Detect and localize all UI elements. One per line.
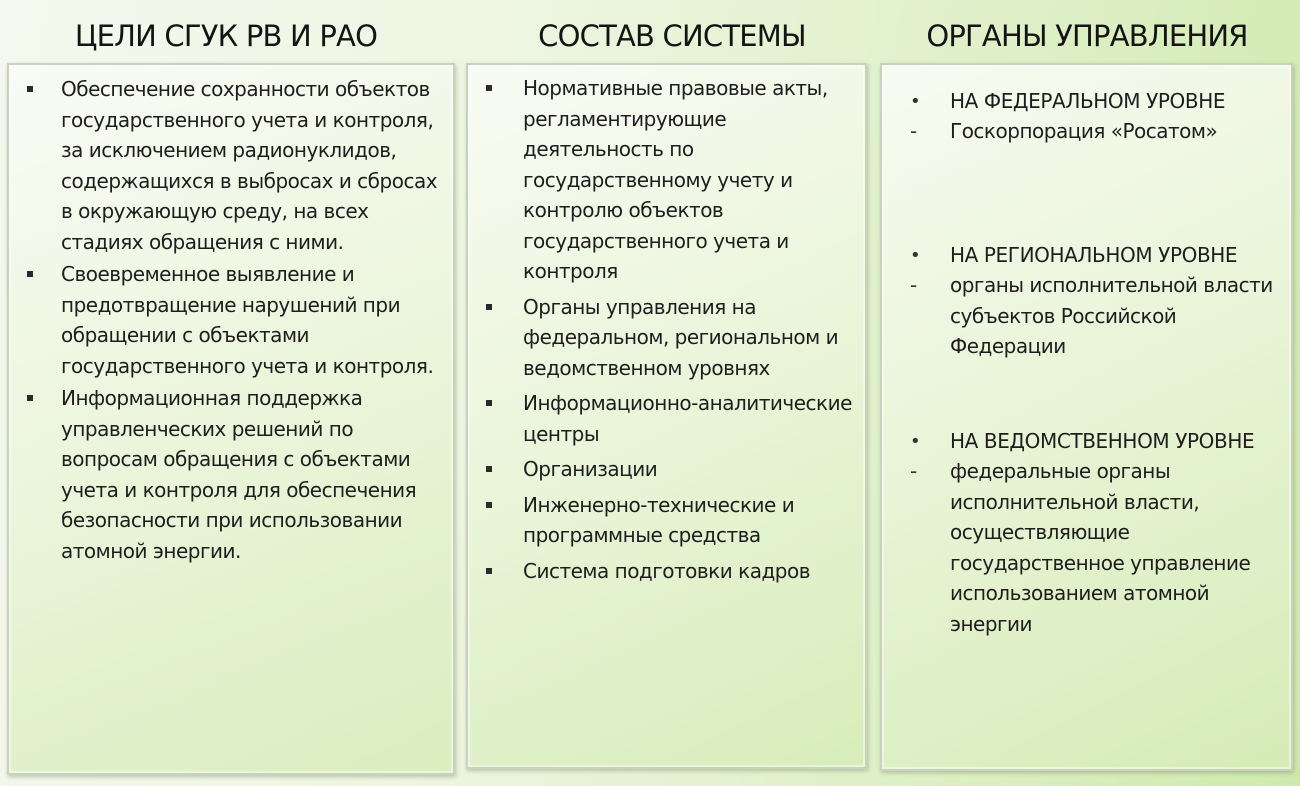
dash-bullet-icon: - (910, 459, 918, 483)
governance-level-federal (882, 87, 1291, 147)
dash-bullet-icon: - (910, 273, 918, 297)
goals-list (9, 74, 453, 566)
square-bullet-icon (486, 502, 492, 508)
square-bullet-icon (486, 304, 492, 310)
square-bullet-icon (27, 395, 33, 401)
level-heading: НА ВЕДОМСТВЕННОМ УРОВНЕ (950, 429, 1255, 453)
composition-text: Информационно-аналитические центры (523, 391, 852, 446)
composition-title: СОСТАВ СИСТЕМЫ (538, 19, 806, 53)
dot-bullet-icon: • (910, 431, 921, 452)
level-heading: НА РЕГИОНАЛЬНОМ УРОВНЕ (950, 243, 1238, 267)
dash-bullet-icon: - (910, 119, 918, 143)
square-bullet-icon (486, 466, 492, 472)
composition-text: Инженерно-технические и программные средства (523, 492, 795, 547)
composition-item (468, 388, 865, 449)
square-bullet-icon (486, 400, 492, 406)
level-detail: федеральные органы исполнительной власти, осуществляющие государственное управление использованием атомной энергии (950, 459, 1251, 636)
governance-level-departmental (882, 427, 1291, 639)
composition-item (468, 454, 865, 485)
goal-item (9, 259, 453, 381)
goal-item (9, 383, 453, 566)
governance-title: ОРГАНЫ УПРАВЛЕНИЯ (926, 19, 1248, 53)
composition-item (468, 292, 865, 384)
level-heading: НА ФЕДЕРАЛЬНОМ УРОВНЕ (950, 89, 1226, 113)
level-detail: органы исполнительной власти субъектов Российской Федерации (950, 273, 1273, 358)
dot-bullet-icon: • (910, 245, 921, 266)
governance-level-regional (882, 241, 1291, 362)
composition-text: Организации (523, 457, 658, 481)
square-bullet-icon (27, 271, 33, 277)
composition-list (468, 73, 865, 586)
composition-text: Органы управления на федеральном, региональном и ведомственном уровнях (523, 294, 839, 380)
goal-item (9, 74, 453, 257)
composition-item (468, 73, 865, 287)
goal-text: Обеспечение сохранности объектов государственного учета и контроля, за исключением радионуклидов, содержащихся в выбросах и сбросах в окружающую среду, на всех стадиях обращения с ними. (61, 77, 438, 254)
composition-item (468, 490, 865, 551)
square-bullet-icon (486, 85, 492, 91)
goal-text: Своевременное выявление и предотвращение нарушений при обращении с объектами государственного учета и контроля. (61, 262, 434, 378)
governance-panel (880, 63, 1293, 771)
square-bullet-icon (27, 86, 33, 92)
goals-title: ЦЕЛИ СГУК РВ И РАО (74, 19, 378, 53)
goals-panel (7, 63, 455, 775)
composition-item (468, 556, 865, 587)
goal-text: Информационная поддержка управленческих решений по вопросам обращения с объектами учета и контроля для обеспечения безопасности при использовании атомной энергии. (61, 386, 417, 563)
composition-text: Система подготовки кадров (523, 558, 810, 583)
level-detail: Госкорпорация «Росатом» (950, 119, 1218, 143)
square-bullet-icon (486, 568, 492, 574)
composition-text: Нормативные правовые акты, регламентирующие деятельность по государственному учету и контролю объектов государственного учета и контроля (523, 76, 828, 283)
dot-bullet-icon: • (910, 91, 921, 112)
composition-panel (466, 63, 867, 769)
